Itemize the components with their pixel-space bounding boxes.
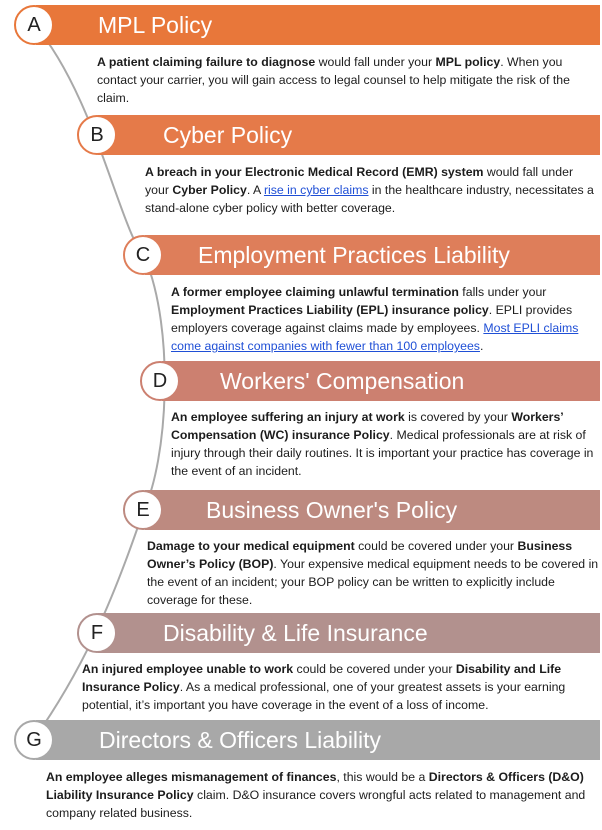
section-banner	[98, 613, 600, 653]
section-banner	[98, 115, 600, 155]
description-emphasis: Damage to your medical equipment	[147, 539, 355, 553]
description-text: . A	[246, 183, 264, 197]
description-emphasis: An employee suffering an injury at work	[171, 410, 405, 424]
section-title: Employment Practices Liability	[198, 242, 510, 268]
description-emphasis: Workers’ Compensation (WC) insurance Policy	[171, 410, 564, 442]
description-text: . Medical professionals are at risk of injury through their daily routines. It is important your practice has coverage in the event of an incident.	[171, 428, 594, 478]
policy-section	[0, 720, 602, 830]
section-description	[171, 283, 599, 355]
policy-section	[0, 115, 602, 225]
description-text: is covered by your	[404, 410, 512, 424]
section-title: Cyber Policy	[163, 122, 293, 148]
description-emphasis: A breach in your Electronic Medical Record (EMR) system	[145, 165, 484, 179]
description-text: claim. D&O insurance covers wrongful acts related to management and company related business.	[46, 788, 586, 820]
description-emphasis: Cyber Policy	[172, 183, 247, 197]
section-banner	[36, 5, 600, 45]
section-description	[145, 163, 600, 217]
section-banner	[36, 720, 600, 760]
description-text: . As a medical professional, one of your greatest assets is your earning potential, it’s important you have coverage in the event of a loss of income.	[82, 680, 566, 712]
description-link[interactable]: rise in cyber claims	[263, 183, 369, 197]
policy-section	[0, 490, 602, 607]
section-letter-badge: B	[77, 115, 117, 155]
description-emphasis: A patient claiming failure to diagnose	[97, 55, 316, 69]
description-text: , this would be a	[336, 770, 429, 784]
description-text: .	[479, 339, 484, 353]
policy-section	[0, 235, 602, 353]
policy-section	[0, 613, 602, 723]
description-emphasis: Directors & Officers (D&O) Liability Insurance Policy	[46, 770, 584, 802]
description-emphasis: An employee alleges mismanagement of finances	[46, 770, 337, 784]
section-banner	[145, 490, 600, 530]
description-text: falls under your	[458, 285, 547, 299]
section-letter-badge: E	[123, 490, 163, 530]
section-description	[46, 768, 599, 822]
description-text: . Your expensive medical equipment needs to be covered in the event of an incident; your BOP policy can be written to explicitly include coverage for these.	[147, 557, 599, 607]
section-description	[82, 660, 600, 714]
description-emphasis: Disability and Life Insurance Policy	[82, 662, 562, 694]
description-emphasis: An injured employee unable to work	[82, 662, 294, 676]
description-text: would fall under your	[315, 55, 436, 69]
description-emphasis: Business Owner’s Policy (BOP)	[147, 539, 573, 571]
description-text: could be covered under your	[293, 662, 456, 676]
section-description	[97, 53, 597, 107]
description-text: . EPLI provides employers coverage against claims made by employees.	[171, 303, 573, 335]
section-letter-badge: F	[77, 613, 117, 653]
description-emphasis: MPL policy	[435, 55, 501, 69]
section-title: Workers' Compensation	[220, 368, 465, 394]
section-banner	[162, 361, 600, 401]
description-text: would fall under your	[145, 165, 574, 197]
section-description	[171, 408, 599, 480]
section-banner	[145, 235, 600, 275]
section-title: Business Owner's Policy	[206, 497, 458, 523]
description-link[interactable]: Most EPLI claims come against companies with fewer than 100 employees	[171, 321, 579, 353]
description-emphasis: Employment Practices Liability (EPL) insurance policy	[171, 303, 489, 317]
description-text: in the healthcare industry, necessitates a stand-alone cyber policy with better coverage.	[145, 183, 594, 215]
description-text: could be covered under your	[354, 539, 518, 553]
policy-section	[0, 361, 602, 478]
section-letter-badge: C	[123, 235, 163, 275]
section-description	[147, 537, 599, 609]
section-title: Directors & Officers Liability	[99, 727, 382, 753]
section-letter-badge: G	[14, 720, 54, 760]
description-text: . When you contact your carrier, you will gain access to legal counsel to help mitigate the risk of the claim.	[97, 55, 570, 105]
section-letter-badge: D	[140, 361, 180, 401]
section-title: MPL Policy	[98, 12, 213, 38]
section-title: Disability & Life Insurance	[163, 620, 428, 646]
policy-section	[0, 5, 602, 115]
description-emphasis: A former employee claiming unlawful termination	[171, 285, 459, 299]
section-letter-badge: A	[14, 5, 54, 45]
